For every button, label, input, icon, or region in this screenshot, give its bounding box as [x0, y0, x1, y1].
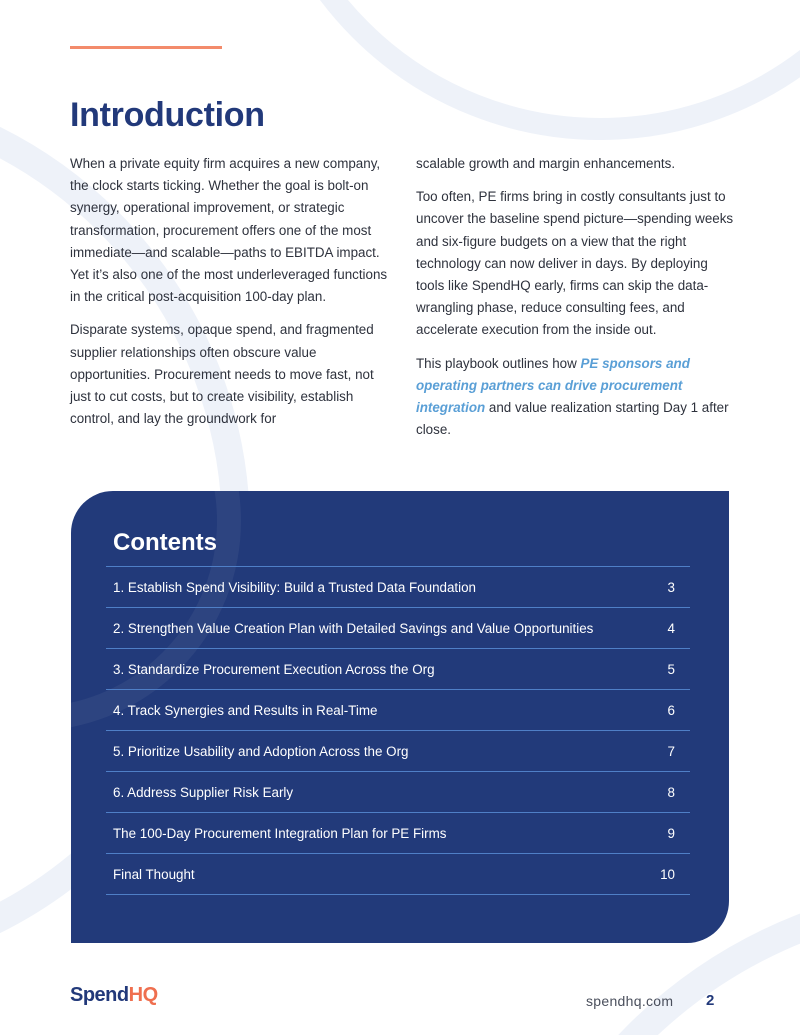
toc-item-6[interactable]	[106, 772, 690, 813]
playbook-text-pre: This playbook outlines how	[416, 355, 581, 371]
table-of-contents	[106, 566, 690, 895]
toc-item-4[interactable]	[106, 690, 690, 731]
toc-item-3[interactable]	[106, 649, 690, 690]
page-title: Introduction	[70, 96, 265, 134]
intro-paragraph-4: Too often, PE firms bring in costly consultants just to uncover the baseline spend picture—spending weeks and six-figure budgets on a view that the right technology can now deliver in days. By deploying tools like SpendHQ early, firms can skip the data-wrangling phase, reduce consulting fees, and accelerate execution from the inside out.	[416, 189, 734, 338]
toc-item-8[interactable]	[106, 854, 690, 895]
intro-paragraph-1: When a private equity firm acquires a new company, the clock starts ticking. Whether the goal is bolt-on synergy, operational improvement, or strategic transformation, procurement offers one of the most immediate—and scalable—paths to EBITDA impact. Yet it’s also one of the most underleveraged functions in the critical post-acquisition 100-day plan.	[70, 156, 388, 305]
toc-item-label: Final Thought	[113, 866, 195, 882]
intro-column-right	[416, 153, 736, 452]
toc-item-label: 2. Strengthen Value Creation Plan with Detailed Savings and Value Opportunities	[113, 620, 594, 636]
background-ring-top	[250, 0, 800, 140]
toc-item-page: 5	[667, 661, 675, 677]
intro-paragraph-3: scalable growth and margin enhancements.	[416, 156, 676, 171]
toc-item-7[interactable]	[106, 813, 690, 854]
toc-item-page: 7	[667, 743, 675, 759]
toc-item-label: 6. Address Supplier Risk Early	[113, 784, 294, 800]
toc-item-label: 4. Track Synergies and Results in Real-Time	[113, 702, 378, 718]
contents-panel	[71, 491, 729, 943]
toc-item-1[interactable]	[106, 567, 690, 608]
page-number: 2	[706, 992, 715, 1009]
toc-item-label: The 100-Day Procurement Integration Plan for PE Firms	[113, 825, 447, 841]
logo-hq: HQ	[128, 984, 158, 1006]
logo-spend: Spend	[70, 984, 129, 1006]
toc-item-label: 5. Prioritize Usability and Adoption Across the Org	[113, 743, 409, 759]
spendhq-logo[interactable]	[70, 984, 158, 1007]
toc-item-page: 4	[667, 620, 675, 636]
contents-title: Contents	[113, 529, 217, 556]
toc-item-label: 1. Establish Spend Visibility: Build a Trusted Data Foundation	[113, 579, 476, 595]
footer-url-link[interactable]: spendhq.com	[586, 993, 674, 1009]
toc-item-page: 3	[667, 579, 675, 595]
intro-column-left	[70, 153, 390, 441]
toc-item-2[interactable]	[106, 608, 690, 649]
toc-item-page: 10	[660, 866, 675, 882]
toc-item-5[interactable]	[106, 731, 690, 772]
toc-item-label: 3. Standardize Procurement Execution Across the Org	[113, 661, 435, 677]
playbook-highlight: PE sponsors and operating partners can drive procurement integration	[416, 355, 690, 416]
intro-paragraph-2: Disparate systems, opaque spend, and fragmented supplier relationships often obscure value opportunities. Procurement needs to move fast, not just to cut costs, but to create visibility, establish control, and lay the groundwork for	[70, 322, 374, 427]
toc-item-page: 9	[667, 825, 675, 841]
toc-item-page: 8	[667, 784, 675, 800]
playbook-text-post: and value realization starting Day 1 after close.	[416, 400, 729, 438]
intro-paragraph-5	[416, 353, 736, 442]
header-accent-line	[70, 46, 222, 49]
toc-item-page: 6	[667, 702, 675, 718]
